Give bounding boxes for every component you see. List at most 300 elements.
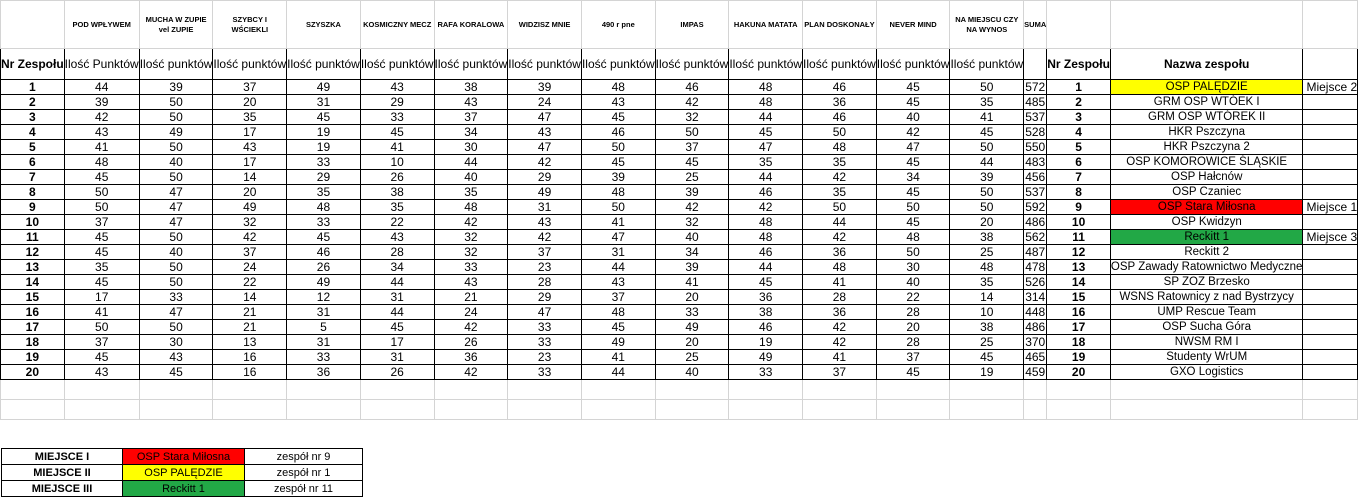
sum-cell: 562 [1025,229,1046,244]
empty-header-cell [1110,1,1303,49]
podium-team-number: zespół nr 1 [245,465,363,481]
points-cell: 43 [508,125,582,140]
podium-row [2,481,363,497]
corner-cell [1,1,65,49]
empty-cell [287,400,361,420]
points-cell: 33 [729,365,803,380]
points-cell: 26 [360,170,434,185]
points-cell: 17 [360,335,434,350]
points-cell: 30 [876,260,950,275]
team-name: Reckitt 2 [1110,245,1303,260]
points-cell: 22 [360,215,434,230]
team-name-column-header: Nazwa zespołu [1110,49,1303,80]
table-row [1,110,1358,125]
points-cell: 43 [434,95,508,110]
team-number: 19 [1,350,65,365]
points-cell: 39 [581,170,655,185]
podium-row [2,465,363,481]
task-column-header: POD WPŁYWEM [64,1,139,49]
points-cell: 31 [287,305,361,320]
points-cell: 50 [950,80,1024,95]
points-cell: 42 [803,230,877,245]
podium-place: MIEJSCE III [2,481,123,497]
points-cell: 42 [508,230,582,245]
table-row [1,245,1358,260]
table-row [1,215,1358,230]
team-number: 1 [1,80,65,95]
table-row [1,290,1358,305]
points-cell: 35 [803,155,877,170]
place-label [1303,125,1358,140]
sum-cell: 572 [1025,79,1046,94]
points-column-header: Ilość punktów [360,49,434,80]
team-number-right: 2 [1047,95,1111,110]
points-column-header: Ilość punktów [287,49,361,80]
points-cell: 28 [803,290,877,305]
empty-cell [729,380,803,400]
points-cell: 17 [64,290,139,305]
empty-cell [213,400,287,420]
team-name: NWSM RM I [1110,335,1303,350]
sum-cell: 537 [1025,109,1046,124]
points-cell: 42 [655,95,729,110]
points-cell: 39 [64,95,139,110]
empty-cell [64,400,139,420]
points-column-header: Ilość punktów [803,49,877,80]
points-column-header: Ilość punktów [655,49,729,80]
place-label [1303,215,1358,230]
points-cell: 37 [581,290,655,305]
points-cell: 20 [950,215,1024,230]
points-cell: 40 [139,155,213,170]
table-row [1,335,1358,350]
team-number: 8 [1,185,65,200]
points-cell: 33 [655,305,729,320]
points-cell: 41 [950,110,1024,125]
points-cell: 38 [434,80,508,95]
team-number-right: 19 [1047,350,1111,365]
place-label [1303,95,1358,110]
points-cell: 44 [729,260,803,275]
points-cell: 32 [655,215,729,230]
points-cell: 17 [213,155,287,170]
points-cell: 44 [729,170,803,185]
empty-header-cell [1303,1,1358,49]
points-cell: 33 [287,155,361,170]
place-label [1303,275,1358,290]
points-cell: 16 [213,365,287,380]
points-cell: 46 [581,125,655,140]
team-name: SP ZOZ Brzesko [1110,275,1303,290]
table-row [1,170,1358,185]
task-column-header: SZYSZKA [287,1,361,49]
points-cell: 50 [139,230,213,245]
podium-row [2,449,363,465]
team-number-right: 18 [1047,335,1111,350]
podium-team-number: zespół nr 11 [245,481,363,497]
points-cell: 40 [434,170,508,185]
points-cell: 10 [360,155,434,170]
team-number: 16 [1,305,65,320]
points-cell: 49 [139,125,213,140]
team-number: 13 [1,260,65,275]
points-cell: 32 [655,110,729,125]
empty-cell [581,400,655,420]
points-cell: 45 [64,350,139,365]
place-label: Miejsce 1 [1303,200,1358,215]
team-number-right: 5 [1047,140,1111,155]
team-name: OSP Zawady Ratownictwo Medyczne [1110,260,1303,273]
points-cell: 19 [287,125,361,140]
points-cell: 38 [950,320,1024,335]
empty-cell [1047,380,1111,400]
place-header-empty [1303,49,1358,80]
points-cell: 45 [655,155,729,170]
place-label [1303,305,1358,320]
empty-cell [1047,400,1111,420]
points-cell: 36 [803,95,877,110]
points-cell: 44 [64,80,139,95]
team-name: Studenty WrUM [1110,350,1303,365]
points-cell: 50 [64,200,139,215]
sum-cell: 459 [1025,364,1046,379]
place-label [1303,290,1358,305]
sum-cell: 592 [1025,199,1046,214]
task-column-header: IMPAS [655,1,729,49]
sum-cell: 314 [1025,289,1046,304]
points-cell: 37 [64,215,139,230]
team-number-right: 17 [1047,320,1111,335]
points-cell: 47 [876,140,950,155]
empty-cell [876,380,950,400]
points-cell: 19 [287,140,361,155]
task-header-row [1,1,1358,49]
points-cell: 49 [581,335,655,350]
points-cell: 45 [876,365,950,380]
points-cell: 31 [360,350,434,365]
team-number-right: 15 [1047,290,1111,305]
points-cell: 37 [655,140,729,155]
team-number: 20 [1,365,65,380]
points-cell: 47 [139,215,213,230]
place-label [1303,260,1358,275]
podium-place: MIEJSCE II [2,465,123,481]
points-cell: 13 [213,335,287,350]
team-number: 10 [1,215,65,230]
points-cell: 44 [803,215,877,230]
points-cell: 40 [655,365,729,380]
points-cell: 44 [729,110,803,125]
points-cell: 42 [803,170,877,185]
team-nr-column-header: Nr Zespołu [1047,49,1111,80]
points-cell: 46 [803,80,877,95]
points-cell: 48 [950,260,1024,275]
points-cell: 19 [729,335,803,350]
points-cell: 39 [139,80,213,95]
team-number-right: 7 [1047,170,1111,185]
team-number: 2 [1,95,65,110]
points-cell: 10 [950,305,1024,320]
empty-header-cell [1047,1,1111,49]
place-label [1303,110,1358,125]
sheet-body [1,1,1358,420]
points-cell: 17 [213,125,287,140]
points-cell: 43 [360,80,434,95]
points-cell: 31 [360,290,434,305]
points-column-header: Ilość punktów [729,49,803,80]
points-cell: 50 [581,200,655,215]
points-cell: 45 [64,230,139,245]
points-cell: 26 [360,365,434,380]
place-label [1303,365,1358,380]
points-cell: 26 [434,335,508,350]
points-cell: 24 [213,260,287,275]
points-cell: 36 [803,305,877,320]
team-name: GXO Logistics [1110,365,1303,380]
points-cell: 47 [508,305,582,320]
team-number-right: 9 [1047,200,1111,215]
podium-place: MIEJSCE I [2,449,123,465]
points-cell: 33 [287,350,361,365]
points-cell: 28 [876,305,950,320]
points-column-header: Ilość punktów [876,49,950,80]
points-cell: 43 [213,140,287,155]
team-number: 11 [1,230,65,245]
place-label [1303,245,1358,260]
points-cell: 47 [581,230,655,245]
empty-cell [287,380,361,400]
points-cell: 48 [803,260,877,275]
points-cell: 31 [287,95,361,110]
points-cell: 22 [213,275,287,290]
points-column-header: Ilość punktów [434,49,508,80]
points-cell: 40 [139,245,213,260]
points-cell: 46 [729,320,803,335]
points-cell: 31 [287,335,361,350]
points-cell: 35 [729,155,803,170]
points-cell: 45 [64,170,139,185]
points-cell: 50 [803,125,877,140]
points-cell: 50 [950,185,1024,200]
nr-column-header: Nr Zespołu [1,49,65,80]
team-number: 7 [1,170,65,185]
place-label: Miejsce 2 [1303,80,1358,95]
team-name: GRM OSP WTÓEK I [1110,95,1303,110]
points-cell: 25 [655,350,729,365]
sum-cell: 486 [1025,214,1046,229]
points-cell: 45 [581,155,655,170]
points-cell: 48 [729,215,803,230]
table-row [1,95,1358,110]
points-cell: 48 [581,80,655,95]
points-cell: 33 [287,215,361,230]
points-cell: 44 [950,155,1024,170]
empty-cell [1110,380,1303,400]
points-cell: 41 [655,275,729,290]
points-cell: 36 [434,350,508,365]
sum-cell: 550 [1025,139,1046,154]
points-cell: 50 [139,320,213,335]
points-cell: 50 [876,200,950,215]
empty-cell [213,380,287,400]
points-cell: 32 [434,245,508,260]
place-label [1303,320,1358,335]
task-column-header: HAKUNA MATATA [729,1,803,49]
points-cell: 24 [508,95,582,110]
points-cell: 45 [876,95,950,110]
points-cell: 44 [360,275,434,290]
team-number: 5 [1,140,65,155]
points-cell: 49 [655,320,729,335]
points-cell: 45 [64,275,139,290]
points-cell: 38 [360,185,434,200]
points-cell: 48 [287,200,361,215]
table-row [1,125,1358,140]
points-cell: 45 [64,245,139,260]
points-cell: 28 [360,245,434,260]
points-cell: 19 [950,365,1024,380]
column-header-row [1,49,1358,80]
points-cell: 50 [655,125,729,140]
points-cell: 45 [876,215,950,230]
points-cell: 24 [434,305,508,320]
points-cell: 42 [655,200,729,215]
points-cell: 35 [950,275,1024,290]
table-row [1,260,1358,275]
empty-cell [434,400,508,420]
podium-team-number: zespół nr 9 [245,449,363,465]
points-cell: 20 [655,335,729,350]
podium-table [1,448,363,497]
sum-cell: 456 [1025,169,1046,184]
points-cell: 43 [581,275,655,290]
points-cell: 46 [287,245,361,260]
points-cell: 20 [213,95,287,110]
sum-cell: 448 [1025,304,1046,319]
team-number-right: 6 [1047,155,1111,170]
empty-cell [1,400,65,420]
points-column-header: Ilość punktów [950,49,1024,80]
points-cell: 49 [508,185,582,200]
team-number-right: 14 [1047,275,1111,290]
points-cell: 39 [655,260,729,275]
points-cell: 40 [876,110,950,125]
points-cell: 38 [729,305,803,320]
points-column-header: Ilość punktów [139,49,213,80]
podium-team: OSP PALĘDZIE [123,465,245,481]
points-cell: 47 [139,305,213,320]
place-label [1303,155,1358,170]
points-cell: 41 [803,350,877,365]
points-cell: 48 [581,305,655,320]
points-cell: 32 [434,230,508,245]
points-cell: 45 [581,320,655,335]
points-cell: 46 [729,245,803,260]
points-cell: 42 [213,230,287,245]
points-cell: 25 [950,245,1024,260]
points-cell: 5 [287,320,361,335]
empty-cell [434,380,508,400]
team-number: 14 [1,275,65,290]
points-cell: 48 [729,230,803,245]
points-cell: 50 [139,275,213,290]
team-number: 15 [1,290,65,305]
points-cell: 45 [950,125,1024,140]
points-cell: 21 [213,305,287,320]
points-cell: 50 [139,260,213,275]
points-cell: 39 [655,185,729,200]
points-cell: 34 [434,125,508,140]
team-number-right: 1 [1047,80,1111,95]
place-label [1303,140,1358,155]
points-cell: 47 [139,185,213,200]
empty-cell [803,380,877,400]
team-name: HKR Pszczyna 2 [1110,140,1303,155]
points-cell: 20 [655,290,729,305]
task-column-header: RAFA KORALOWA [434,1,508,49]
points-cell: 45 [287,110,361,125]
team-name: HKR Pszczyna [1110,125,1303,140]
task-column-header: NA MIEJSCU CZY NA WYNOS [950,1,1024,49]
points-cell: 37 [213,245,287,260]
team-number-right: 8 [1047,185,1111,200]
points-cell: 49 [287,80,361,95]
task-column-header: MUCHA W ZUPIE vel ZUPIE [139,1,213,49]
points-cell: 47 [508,110,582,125]
team-number-right: 20 [1047,365,1111,380]
points-cell: 34 [360,260,434,275]
empty-cell [1303,400,1358,420]
team-name: GRM OSP WTÓREK II [1110,110,1303,125]
place-label [1303,185,1358,200]
empty-cell [1,380,65,400]
sum-cell: 370 [1025,334,1046,349]
points-cell: 42 [64,110,139,125]
points-cell: 41 [64,140,139,155]
empty-cell [360,380,434,400]
points-cell: 29 [508,170,582,185]
sum-cell: 485 [1025,94,1046,109]
points-cell: 50 [139,140,213,155]
points-cell: 47 [729,140,803,155]
points-cell: 42 [803,320,877,335]
empty-cell [139,400,213,420]
team-number: 17 [1,320,65,335]
points-cell: 42 [803,335,877,350]
place-label: Miejsce 3 [1303,230,1358,245]
points-cell: 31 [581,245,655,260]
sum-cell: 526 [1025,274,1046,289]
points-cell: 35 [287,185,361,200]
table-row [1,155,1358,170]
points-cell: 43 [64,365,139,380]
team-name: OSP Kwidzyn [1110,215,1303,230]
sum-cell: 537 [1025,184,1046,199]
points-cell: 43 [64,125,139,140]
points-cell: 43 [508,215,582,230]
points-cell: 50 [64,185,139,200]
podium-team: OSP Stara Miłosna [123,449,245,465]
points-cell: 36 [729,290,803,305]
points-cell: 14 [213,290,287,305]
points-cell: 42 [508,155,582,170]
points-cell: 40 [876,275,950,290]
table-row [1,350,1358,365]
team-number-right: 10 [1047,215,1111,230]
points-cell: 14 [213,170,287,185]
podium-body [2,449,363,497]
points-cell: 16 [213,350,287,365]
